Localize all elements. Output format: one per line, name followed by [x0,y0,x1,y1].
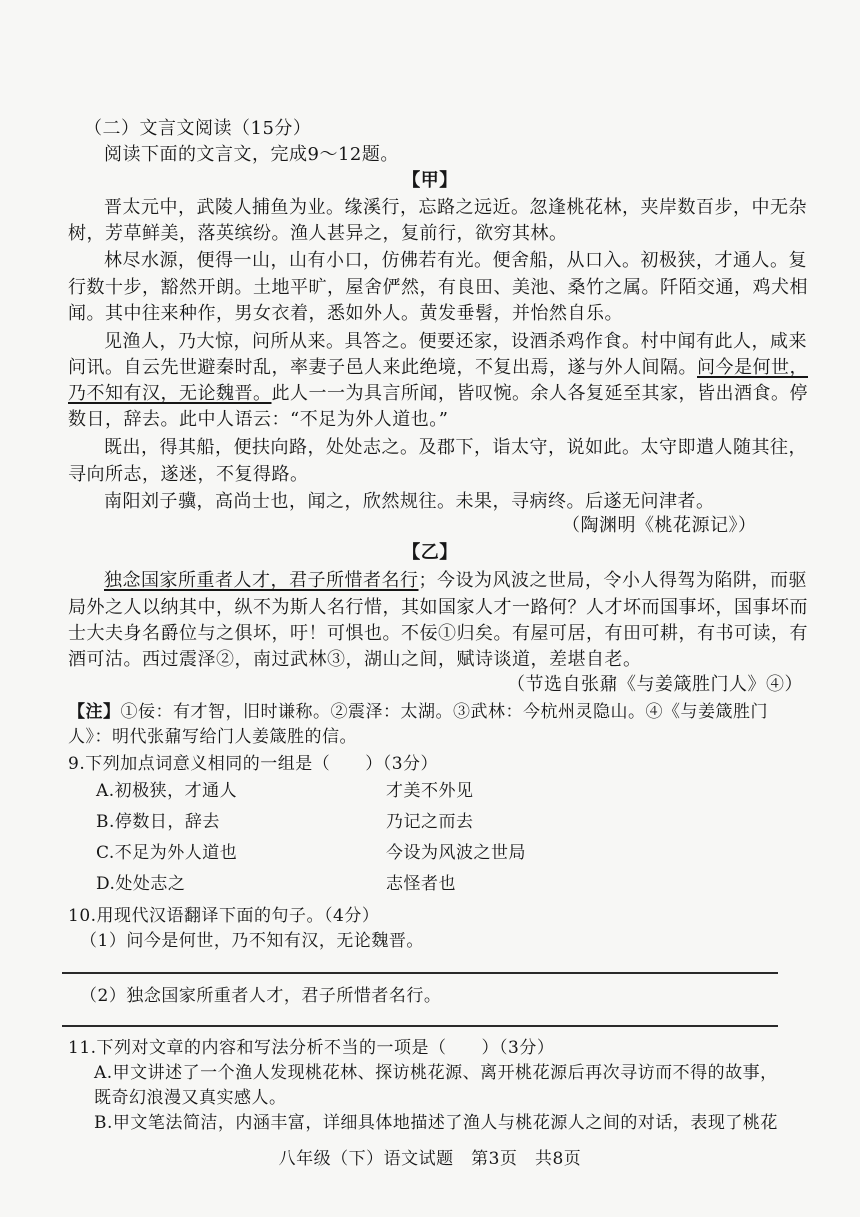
answer-line[interactable] [62,972,778,974]
passage-jia-line: 林尽水源，便得一山，山有小口，仿佛若有光。便舍船，从口入。初极狭，才通人。复 [104,250,807,271]
q9-option-c-right: 今设为风波之世局 [386,843,526,863]
underlined-sentence: 独念国家所重者人才，君子所惜者名行 [104,570,419,591]
passage-yi-line [104,569,807,593]
passage-yi-line: 酒可沽。西过震泽②，南过武林③，湖山之间，赋诗谈道，差堪自老。 [68,649,642,670]
question-9-stem: 9.下列加点词意义相同的一组是（ ）（3分） [68,754,439,774]
notes-line [68,700,768,724]
passage-yi-source: （节选自张鼐《与姜箴胜门人》④） [507,674,803,695]
question-10-item-1: （1）问今是何世，乃不知有汉，无论魏晋。 [80,931,424,951]
passage-jia-line [68,382,808,406]
q9-option-a-left: A.初极狭，才通人 [96,781,238,801]
passage-jia-line: 南阳刘子骥，高尚士也，闻之，欣然规往。未果，寻病终。后遂无问津者。 [104,491,715,512]
passage-jia-line: 树，芳草鲜美，落英缤纷。渔人甚异之，复前行，欲穷其林。 [68,223,568,244]
q9-option-b-right: 乃记之而去 [386,812,474,832]
passage-yi-line: 士大夫身名爵位与之俱坏，吁！可惧也。不佞①归矣。有屋可居，有田可耕，有书可读，有 [68,623,808,644]
passage-jia-line: 闻。其中往来种作，男女衣着，悉如外人。黄发垂髫，并怡然自乐。 [68,303,623,324]
instruction: 阅读下面的文言文，完成9～12题。 [104,144,399,165]
passage-jia-line: 行数十步，豁然开朗。土地平旷，屋舍俨然，有良田、美池、桑竹之属。阡陌交通，鸡犬相 [68,277,808,298]
question-10-item-2: （2）独念国家所重者人才，君子所惜者名行。 [80,986,442,1006]
passage-yi-heading: 【乙】 [402,542,458,563]
q9-option-b-left: B.停数日，辞去 [96,812,220,832]
passage-jia-text: 此人一一为具言所闻，皆叹惋。余人各复延至其家，皆出酒食。停 [271,383,808,404]
q9-option-d-right: 志怪者也 [386,874,456,894]
passage-jia-line: 见渔人，乃大惊，问所从来。具答之。便要还家，设酒杀鸡作食。村中闻有此人，咸来 [104,331,807,352]
passage-jia-line: 既出，得其船，便扶向路，处处志之。及郡下，诣太守，说如此。太守即遣人随其往， [104,437,807,458]
q9-option-c-left: C.不足为外人道也 [96,843,238,863]
notes-label: 【注】 [68,702,121,722]
underlined-sentence: 乃不知有汉，无论魏晋。 [68,383,272,404]
q11-option-b: B.甲文笔法简洁，内涵丰富，详细具体地描述了渔人与桃花源人之间的对话，表现了桃花 [94,1113,778,1133]
passage-jia-text: 问讯。自云先世避秦时乱，率妻子邑人来此绝境，不复出焉，遂与外人间隔。 [68,357,697,378]
passage-jia-line: 晋太元中，武陵人捕鱼为业。缘溪行，忘路之远近。忽逢桃花林，夹岸数百步，中无杂 [104,197,807,218]
page-footer: 八年级（下）语文试题 第3页 共8页 [278,1149,582,1169]
passage-jia-line: 寻向所志，遂迷，不复得路。 [68,464,309,485]
notes-text: ①佞：有才智，旧时谦称。②震泽：太湖。③武林：今杭州灵隐山。④《与姜箴胜门 [120,702,768,722]
q11-option-a-continued: 既奇幻浪漫又真实感人。 [94,1088,287,1108]
passage-yi-text: ；今设为风波之世局，令小人得驾为陷阱，而驱 [418,570,807,591]
passage-jia-line: 数日，辞去。此中人语云：“不足为外人道也。” [68,409,449,430]
question-11-stem: 11.下列对文章的内容和写法分析不当的一项是（ ）（3分） [68,1038,555,1058]
passage-jia-source: （陶渊明《桃花源记》） [562,515,757,536]
q9-option-a-right: 才美不外见 [386,781,474,801]
question-10-stem: 10.用现代汉语翻译下面的句子。（4分） [68,906,380,926]
section-title: （二）文言文阅读（15分） [84,118,312,139]
passage-jia-heading: 【甲】 [402,170,458,191]
passage-yi-line: 局外之人以纳其中，纵不为斯人名行惜，其如国家人才一路何？人才坏而国事坏，国事坏而 [68,597,808,618]
answer-line[interactable] [62,1025,778,1027]
q9-option-d-left: D.处处志之 [96,874,186,894]
underlined-sentence: 问今是何世， [697,357,808,378]
passage-jia-line [68,356,808,380]
q11-option-a: A.甲文讲述了一个渔人发现桃花林、探访桃花源、离开桃花源后再次寻访而不得的故事， [94,1063,778,1083]
notes-line: 人》：明代张鼐写给门人姜箴胜的信。 [68,727,357,747]
